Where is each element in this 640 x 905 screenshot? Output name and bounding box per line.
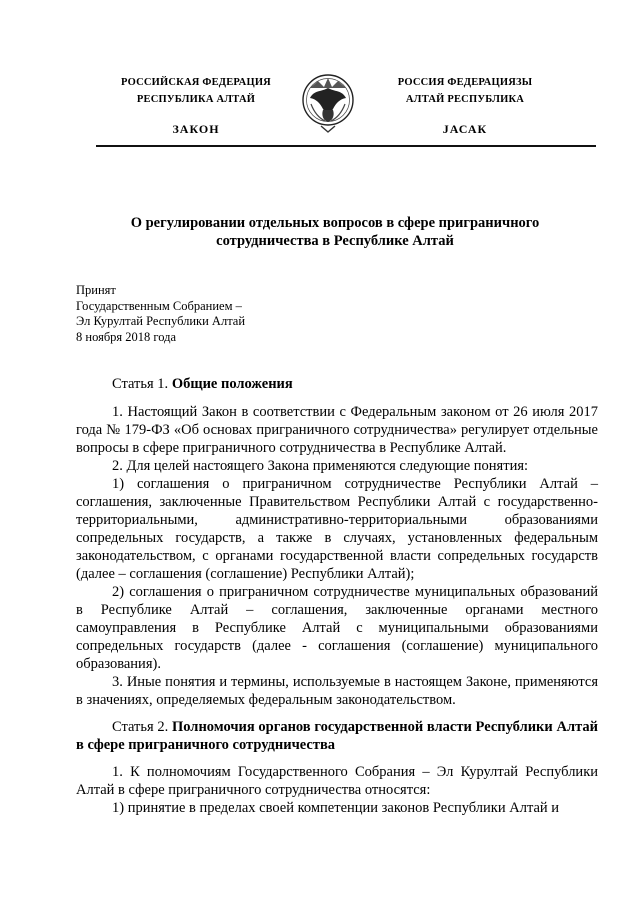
article-2-heading (76, 718, 598, 754)
header-country-alt: РОССИЯ ФЕДЕРАЦИЯЗЫ (397, 77, 533, 88)
header-law-ru: ЗАКОН (172, 122, 220, 136)
adopted-line-3: Эл Курултай Республики Алтай (76, 314, 246, 328)
title-line-2: сотрудничества в Республике Алтай (216, 233, 454, 249)
article-1-paragraph: 2. Для целей настоящего Закона применяются следующие понятия: (112, 458, 529, 474)
header-altai-block (365, 74, 565, 138)
altai-republic-coat-of-arms-icon (301, 70, 355, 134)
header-russian-block (96, 74, 296, 138)
article-2-paragraph: 1. К полномочиям Государственного Собрания – Эл Курултай Республики Алтай в сфере приграничного сотрудничества относятся: (76, 764, 598, 798)
article-1-paragraph: 1) соглашения о приграничном сотрудничестве Республики Алтай – соглашения, заключенные Правительством Республики Алтай с государственно-территориальными, административно-территориальными образованиями сопредельных государств, а также в случаях, установленных федеральным законодательством, с органами государственной власти сопредельных государств (далее – соглашения (соглашение) Республики Алтай); (76, 476, 598, 582)
header-republic-ru: РЕСПУБЛИКА АЛТАЙ (136, 94, 256, 105)
article-2-title: Полномочия органов государственной власти Республики Алтай в сфере приграничного сотрудничества (76, 719, 598, 753)
adoption-note (76, 283, 245, 345)
document-body (76, 375, 598, 817)
article-1-paragraph: 2) соглашения о приграничном сотрудничестве муниципальных образований в Республике Алтай – соглашения, заключенные органами местного самоуправления в Республике Алтай с муниципальными образованиями сопредельных государств (далее - соглашения (соглашение) муниципального образования). (76, 584, 598, 672)
article-1-title: Общие положения (171, 376, 293, 392)
header-law-alt: ЈАСАК (442, 122, 488, 136)
title-line-1: О регулировании отдельных вопросов в сфере приграничного (130, 215, 540, 231)
article-1-prefix: Статья 1. (112, 376, 172, 392)
adopted-line-1: Принят (76, 283, 116, 297)
adopted-date: 8 ноября 2018 года (76, 329, 177, 344)
article-1-heading (76, 375, 598, 393)
adopted-line-2: Государственным Собранием – (76, 298, 242, 313)
document-title (100, 214, 570, 250)
article-2-prefix: Статья 2. (112, 719, 172, 735)
header-republic-alt: АЛТАЙ РЕСПУБЛИКА (405, 94, 525, 105)
article-1-paragraph: 3. Иные понятия и термины, используемые в настоящем Законе, применяются в значениях, определяемых федеральным законодательством. (76, 674, 598, 708)
article-1-paragraph: 1. Настоящий Закон в соответствии с Федеральным законом от 26 июля 2017 года № 179-ФЗ «Об основах приграничного сотрудничества» регулирует отдельные вопросы в сфере приграничного сотрудничества в Республике Алтай. (76, 404, 598, 456)
header-country-ru: РОССИЙСКАЯ ФЕДЕРАЦИЯ (121, 77, 271, 88)
header-divider (96, 145, 596, 147)
article-2-paragraph: 1) принятие в пределах своей компетенции законов Республики Алтай и (112, 800, 560, 816)
